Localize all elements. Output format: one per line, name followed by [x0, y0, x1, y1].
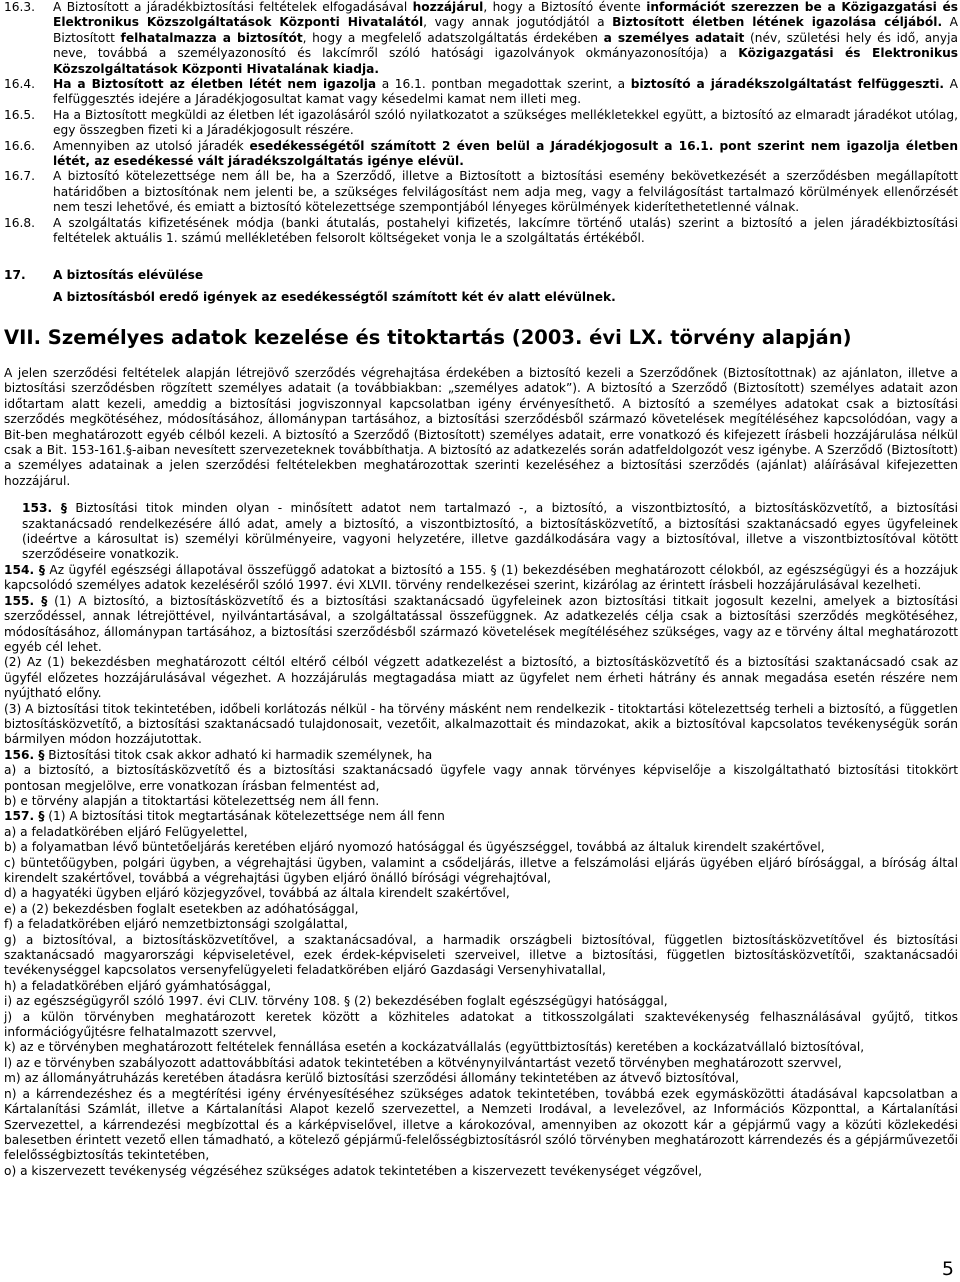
clause-16-7 — [0, 169, 958, 215]
clause-number: 16.3. — [4, 0, 36, 14]
clause-text: , hogy a megfelelő adatszolgáltatás érdekében — [302, 30, 604, 45]
paragraph-number: 157. § — [4, 809, 45, 824]
list-item: n) a kárrendezéshez és a megtérítési igény érvényesítéséhez szükséges adatok tekintetében, továbbá ezek egymásközötti átadásával kapcsolatban a Kártalanítási Számlát, illetve a Kártalanítási Alapot kezelő szervezettel, a Nemzeti Irodával, a levelezővel, az Információs Központtal, a Kártalanítási Szervezettel, a kárrendezési megbízottal és a kárképviselővel, illetve a károkozóval, amennyiben az okozott kár a gépjármű vagy a közúti közlekedési balesetben érintett vezető ellen támadható, a kötelező gépjármű-felelősségbiztosításról szóló törvényben meghatározott kárrendezés és a gépjárművezetői felelősségbiztosítás tekintetében, — [4, 1086, 958, 1163]
list-item: f) a feladatkörében eljáró nemzetbiztonsági szolgálattal, — [4, 917, 348, 932]
clause-bold: Közigazgatási és Elektronikus Közszolgáltatások Központi Hivatalának kiadja. — [53, 46, 958, 76]
paragraph-156-b: b) e törvény alapján a titoktartási kötelezettség nem áll fenn. — [4, 793, 380, 808]
paragraph-text: (1) A biztosítási titok megtartásának kötelezettsége nem áll fenn — [44, 809, 445, 824]
clause-16-3 — [0, 0, 958, 77]
clause-text: Ha a Biztosított megküldi az életben lét igazolásáról szóló nyilatkozatot a szükséges mellékletekkel együtt, a biztosító az elmaradt járadékot utólag, egy összegben fizeti ki a Járadékjogosult részére. — [53, 107, 958, 138]
list-item: g) a biztosítóval, a biztosításközvetítővel, a szaktanácsadóval, a harmadik országbeli biztosítóval, független biztosításközvetítővel és biztosítási szaktanácsadó magyarországi képviseletével, ezek érdek-képviseleti szerveivel, illetve a biztosítási, független biztosításközvetítői, szaktanácsadói tevékenységgel kapcsolatos versenyfelügyeleti feladatkörében eljáró Gazdasági Versenyhivatallal, — [4, 932, 958, 978]
list-item: a) a feladatkörében eljáró Felügyelettel, — [4, 824, 248, 839]
list-item: b) a folyamatban lévő büntetőeljárás keretében eljáró nyomozó hatósággal és ügyészséggel, továbbá az általuk kirendelt szakértővel, — [4, 840, 825, 855]
list-item: k) az e törvényben meghatározott feltételek fennállása esetén a kockázatvállalás (együttbiztosítás) keretében a kockázatvállaló biztosítóval, — [4, 1040, 865, 1055]
list-item: h) a feladatkörében eljáró gyámhatósággal, — [4, 978, 272, 993]
paragraph-155-3: (3) A biztosítási titok tekintetében, időbeli korlátozás nélkül - ha törvény másként nem rendelkezik - titoktartási kötelezettség terheli a biztosító, a független biztosításközvetítő, a biztosítási szaktanácsadó tulajdonosait, vezetőit, alkalmazottait és mindazokat, akik a biztosítóval kapcsolatos tevékenységük során bármilyen módon hozzájutottak. — [4, 701, 958, 747]
clause-16-4 — [0, 77, 958, 108]
clause-number: 16.8. — [4, 215, 36, 230]
clause-bold: információt szerezzen be a Közigazgatási és Elektronikus Közszolgáltatások Központi Hivatalától — [53, 0, 959, 30]
clause-16-5 — [0, 108, 958, 139]
chapter-vii-heading: VII. Személyes adatok kezelése és titoktartás (2003. évi LX. törvény alapján) — [4, 326, 852, 349]
clause-text: , vagy annak jogutódjától a — [423, 15, 613, 30]
list-item: d) a hagyatéki ügyben eljáró közjegyzővel, továbbá az általa kirendelt szakértővel, — [4, 886, 510, 901]
clause-text: A Biztosított a járadékbiztosítási feltételek elfogadásával — [53, 0, 413, 14]
paragraph-156 — [4, 748, 958, 763]
list-item: m) az állományátruházás keretében átadásra kerülő biztosítási szerződési állomány tekintetében az átvevő biztosítóval, — [4, 1071, 740, 1086]
section-number: 17. — [4, 268, 26, 282]
clause-number: 16.5. — [4, 107, 36, 122]
section-text: A biztosításból eredő igények az esedékességtől számított két év alatt elévülnek. — [53, 290, 616, 305]
paragraph-157 — [4, 809, 958, 824]
clause-bold: hozzájárul — [412, 0, 484, 14]
section-17 — [0, 268, 958, 306]
clause-bold: a személyes adatait — [603, 30, 745, 45]
clause-16-8 — [0, 216, 958, 247]
clause-number: 16.4. — [4, 77, 36, 92]
paragraph-154 — [4, 563, 958, 594]
list-item: e) a (2) bekezdésben foglalt esetekben az adóhatósággal, — [4, 901, 359, 916]
clause-16-6 — [0, 139, 958, 170]
paragraph-number: 154. § — [4, 562, 45, 577]
paragraph-155-2: (2) Az (1) bekezdésben meghatározott céltól eltérő célból végzett adatkezelést a biztosító, a biztosításközvetítő és a biztosítási szaktanácsadó csak az ügyfél előzetes hozzájárulásával végezhet. A hozzájárulás megtagadása miatt az ügyfelet nem érheti hátrány és annak megadása esetén részére nem nyújtható előny. — [4, 655, 958, 701]
clause-text: A felfüggesztés idejére a Járadékjogosultat kamat vagy késedelmi kamat nem illeti meg. — [53, 77, 958, 107]
chapter-vii-body — [4, 366, 958, 1179]
paragraph-157-list — [4, 825, 958, 1179]
clause-bold: biztosító a járadékszolgáltatást felfüggeszti. — [630, 77, 945, 92]
clause-bold: Ha a Biztosított az életben létét nem igazolja — [53, 77, 377, 92]
clause-text: A szolgáltatás kifizetésének módja (banki átutalás, postahelyi kifizetés, lakcímre történő utalás) szerint a biztosító a jelen járadékbiztosítási feltételek aktuális 1. számú mellékletében felsorolt költségeket vonja le a szolgáltatás értékéből. — [53, 215, 958, 246]
paragraph-155 — [4, 594, 958, 656]
section-17-heading — [0, 268, 958, 283]
paragraph-text: Biztosítási titok minden olyan - minősített adatot nem tartalmazó -, a biztosító, a viszontbiztosító, a biztosításközvetítő, a biztosítási szaktanácsadó rendelkezésére álló adat, amely a biztosító, a viszontbiztosító, a biztosításközvetítő, a biztosítási szaktanácsadó egyes ügyfeleinek (ideértve a károsultat is) személyi körülményeire, vagyoni helyzetére, illetve gazdálkodására vagy a biztosítóval, illetve a viszontbiztosítóval kötött szerződéseire vonatkozik. — [22, 501, 958, 562]
paragraph-text: Biztosítási titok csak akkor adható ki harmadik személynek, ha — [44, 747, 433, 762]
clause-number: 16.7. — [4, 169, 36, 184]
section-16 — [0, 0, 958, 247]
clause-text: A biztosító kötelezettsége nem áll be, ha a Szerződő, illetve a Biztosított a biztosítási esemény bekövetkezését a szerződésben megállapított határidőben a biztosítónak nem jelenti be, a szükséges felvilágosítást nem adja meg, vagy a felvilágosítást tartalmazó körülmények ellenőrzését nem teszi lehetővé, és emiatt a biztosító kötelezettsége szempontjából lényeges körülmények kiderítethetetlenné válnak. — [53, 169, 958, 215]
paragraph-153 — [4, 501, 958, 563]
list-item: o) a kiszervezett tevékenység végzéséhez szükséges adatok tekintetében a kiszervezett tevékenységet végzővel, — [4, 1163, 702, 1178]
clause-bold: Biztosított életben létének igazolása céljából. — [612, 15, 943, 30]
clause-text: , hogy a Biztosító évente — [483, 0, 647, 14]
section-title: A biztosítás elévülése — [53, 268, 204, 282]
clause-bold: felhatalmazza a biztosítót — [120, 30, 303, 45]
paragraph-text: Az ügyfél egészségi állapotával összefüggő adatokat a biztosító a 155. § (1) bekezdésében meghatározott célokból, az egészségügyi és a hozzájuk kapcsolódó személyes adatok kezeléséről szóló 1997. évi XLVII. törvény rendelkezései szerint, kizárólag az érintett írásbeli hozzájárulásával kezelheti. — [4, 562, 958, 593]
list-item: i) az egészségügyről szóló 1997. évi CLIV. törvény 108. § (2) bekezdésében foglalt egészségügyi hatósággal, — [4, 994, 668, 1009]
clause-text: Amennyiben az utolsó járadék — [53, 138, 250, 153]
paragraph-number: 156. § — [4, 747, 45, 762]
paragraph-number: 155. § — [4, 593, 48, 608]
paragraph-text: (1) A biztosító, a biztosításközvetítő és a biztosítási szaktanácsadó ügyfeleinek azon biztosítási titkait jogosult kezelni, amelyek a biztosítási szerződéssel, annak létrejöttével, nyilvántartásával, a szolgáltatással összefüggnek. Az adatkezelés célja csak a biztosítási szerződés megkötéséhez, módosításához, állománypan tartásához, a biztosítási szerződésből származó követelések megítéléséhez szükséges, vagy az e törvény által meghatározott egyéb cél lehet. — [4, 593, 958, 654]
page-number: 5 — [941, 1258, 954, 1280]
list-item: j) a külön törvényben meghatározott keretek között a közhiteles adatokat a titkosszolgálati szaktevékenység felhasználásával gyűjtő, titkos információgyűjtésre felhatalmazott szervvel, — [4, 1009, 958, 1040]
clause-text: (név, születési hely és idő, anyja neve, továbbá a személyazonosító és lakcímről szóló hatósági igazolványok okmányazonosítója) a — [53, 30, 958, 61]
paragraph-number: 153. § — [22, 501, 67, 516]
intro-paragraph: A jelen szerződési feltételek alapján létrejövő szerződés végrehajtása érdekében a biztosító kezeli a Szerződőnek (Biztosítottnak) az ajánlaton, illetve a biztosítási szerződésben rögzített személyes adatait (a továbbiakban: „személyes adatok”). A biztosító a Szerződő (Biztosított) személyes adatait azon időtartam alatt kezeli, ameddig a biztosítási jogviszonnyal kapcsolatban igény érvényesíthető. A biztosító a személyes adatokat csak a biztosítási szerződés megkötéséhez, módosításához, állománypan tartásához, a biztosítási szerződésből származó követelések megítéléséhez kapcsolódóan, vagy a Bit-ben meghatározott egyéb célból kezeli. A biztosító a Szerződő (Biztosított) személyes adatait, erre vonatkozó és kifejezett írásbeli hozzájárulása nélkül csak a Bit. 153-161.§-aiban nevesített szervezeteknek továbbíthatja. A biztosító az adatkezelés során adatfeldolgozót vesz igénybe. A Szerződő (Biztosított) a személyes adatainak a jelen szerződési feltételekben meghatározottak szerinti kezeléséhez a biztosítási szerződés (ajánlat) aláírásával kifejezetten hozzájárul. — [4, 366, 958, 488]
clause-bold: esedékességétől számított 2 éven belül a Járadékjogosult a 16.1. pont szerint nem igazolja életben létét, az esedékessé vált járadékszolgáltatás igénye elévül. — [53, 138, 958, 169]
clause-number: 16.6. — [4, 138, 36, 153]
list-item: c) büntetőügyben, polgári ügyben, a végrehajtási ügyben, valamint a csődeljárás, illetve a felszámolási eljárás ügyében eljáró bírósággal, a bíróság által kirendelt szakértővel, továbbá a végrehajtási ügyben eljáró önálló bírósági végrehajtóval, — [4, 855, 958, 885]
section-17-statement — [0, 290, 958, 305]
paragraph-156-a: a) a biztosító, a biztosításközvetítő és a biztosítási szaktanácsadó ügyfele vagy annak törvényes képviselője a kiszolgáltatható biztosítási titokkört pontosan megjelölve, erre vonatkozan írásban felmentést ad, — [4, 763, 958, 793]
clause-text: a 16.1. pontban megadottak szerint, a — [376, 77, 631, 92]
clause-text: A Biztosított — [53, 15, 958, 45]
list-item: l) az e törvényben szabályozott adattovábbítási adatok tekintetében a kötvénynyilvántartást vezető törvényben meghatározott szervvel, — [4, 1055, 842, 1070]
